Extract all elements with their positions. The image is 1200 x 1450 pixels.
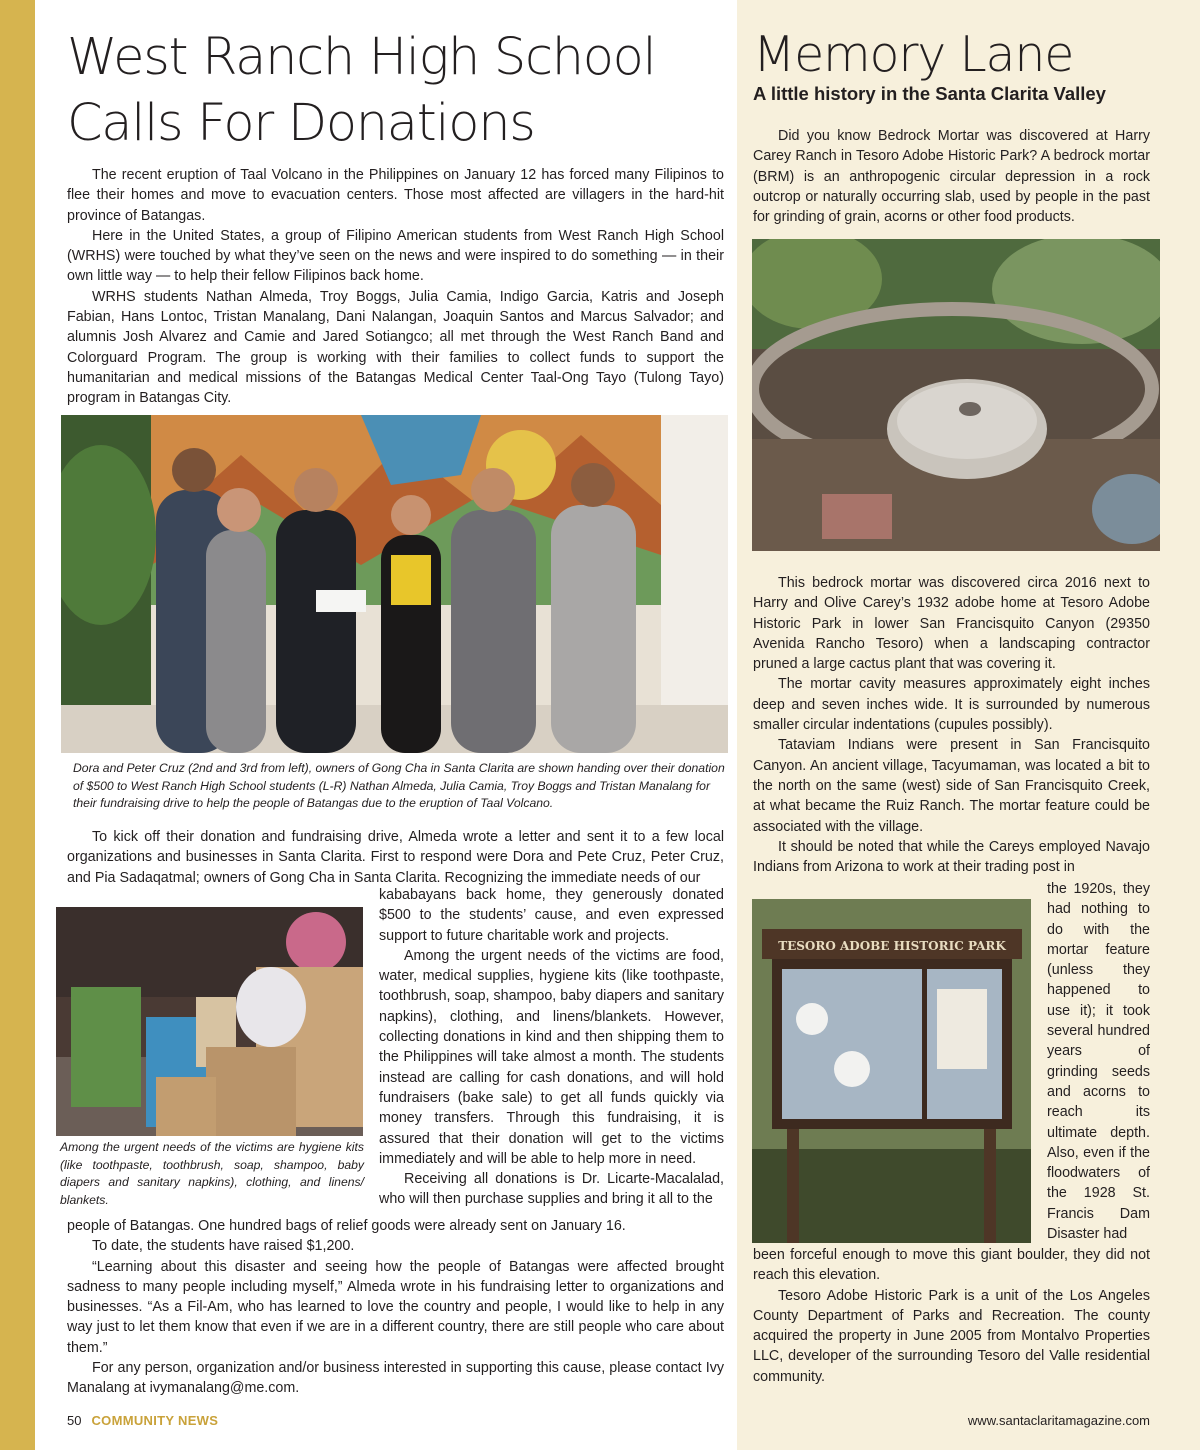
- bedrock-mortar-photo: [752, 239, 1160, 551]
- paragraph: It should be noted that while the Careys employed Navajo Indians from Arizona to work at their trading post in: [753, 838, 1150, 876]
- paragraph: Receiving all donations is Dr. Licarte-Macalalad, who will then purchase supplies and bring it all to the: [379, 1171, 724, 1208]
- photo-caption: Dora and Peter Cruz (2nd and 3rd from left), owners of Gong Cha in Santa Clarita are shown handing over their donation of $500 to West Ranch High School students (L-R) Nathan Almeda, Julia Camia, Troy Boggs and Tristan Manalang for their fundraising drive to help the people of Batangas due to the eruption of Taal Volcano.: [73, 761, 725, 811]
- donations-photo: [56, 907, 363, 1136]
- paragraph: been forceful enough to move this giant boulder, they did not reach this elevation.: [753, 1247, 1150, 1284]
- paragraph: Here in the United States, a group of Filipino American students from West Ranch High School (WRHS) were touched by what they’ve seen on the news and were inspired to do something — in their own little way — to help their fellow Filipinos back home.: [67, 227, 724, 285]
- intro-text: [67, 165, 724, 409]
- after-photo-text: [67, 827, 724, 888]
- paragraph: Tesoro Adobe Historic Park is a unit of the Los Angeles County Department of Parks and Recreation. The county acquired the property in June 2005 from Montalvo Properties LLC, developer of the surrounding Tesoro del Valle residential community.: [753, 1287, 1150, 1385]
- title-line-2: Calls For Donations: [67, 94, 535, 153]
- website-link[interactable]: www.santaclaritamagazine.com: [967, 1413, 1150, 1428]
- page-number: 50: [67, 1413, 82, 1428]
- paragraph: To kick off their donation and fundraising drive, Almeda wrote a letter and sent it to a few local organizations and businesses in Santa Clarita. First to respond were Dora and Pete Cruz, Peter Cruz, and Pia Sadaqatmal; owners of Gong Cha in Santa Clarita. Recognizing the immediate needs of our: [67, 829, 724, 886]
- paragraph: The mortar cavity measures approximately eight inches deep and seven inches wide. It is surrounded by numerous smaller circular indentations (cupules possibly).: [753, 676, 1150, 734]
- wrap-column-text: [379, 885, 724, 1210]
- paragraph: kababayans back home, they generously donated $500 to the students’ cause, and even expressed support to future charitable work and projects.: [379, 887, 724, 944]
- closing-text: [67, 1216, 724, 1399]
- memory-lane-title: Memory Lane: [753, 26, 1074, 83]
- paragraph: Among the urgent needs of the victims are food, water, medical supplies, hygiene kits (like toothpaste, toothbrush, soap, shampoo, baby diapers and sanitary napkins), clothing, and linens/blankets. However, collecting donations in kind and then shipping them to the Philippines will take almost a month. The students instead are calling for cash donations, and will hold fundraisers (bake sale) to get all funds quickly via money transfers. Through this fundraising, it is assured that their donation will get to the victims immediately and will be able to help more in need.: [379, 947, 724, 1167]
- memory-lane-intro: [753, 126, 1150, 227]
- park-sign-photo: [752, 899, 1031, 1243]
- paragraph: Did you know Bedrock Mortar was discovered at Harry Carey Ranch in Tesoro Adobe Historic Park? A bedrock mortar (BRM) is an anthropogenic circular depression in a rock outcrop or naturally occurring slab, used by people in the past for grinding of grain, acorns or other food products.: [753, 128, 1150, 226]
- paragraph: The recent eruption of Taal Volcano in the Philippines on January 12 has forced many Filipinos to flee their homes and move to evacuation centers. Those most affected are villagers in the hard-hit province of Batangas.: [67, 167, 724, 224]
- park-sign-text: TESORO ADOBE HISTORIC PARK: [778, 939, 1006, 953]
- donations-caption: Among the urgent needs of the victims are hygiene kits (like toothpaste, toothbrush, soap, shampoo, baby diapers and sanitary napkins), clothing, and linens/ blankets.: [60, 1140, 364, 1208]
- memory-lane-wrap-text: the 1920s, they had nothing to do with the mortar feature (unless they happened to use it); it took several hundred years of grinding seeds and acorns to reach its ultimate depth. Also, even if the floodwaters of the 1928 St. Francis Dam Disaster had: [1047, 881, 1150, 1243]
- memory-lane-body: [753, 573, 1150, 877]
- gold-margin-bar: [0, 0, 35, 1450]
- title-line-1: West Ranch High School: [67, 28, 656, 87]
- paragraph: “Learning about this disaster and seeing how the people of Batangas were affected brought sadness to many people including myself,” Almeda wrote in his fundraising letter to organizations and businesses. “As a Fil-Am, who has learned to love the country and people, I would like to help in any way just to let them know that even if we are in a different country, there are still people who care about them.”: [67, 1258, 724, 1356]
- paragraph: This bedrock mortar was discovered circa 2016 next to Harry and Olive Carey’s 1932 adobe home at Tesoro Adobe Historic Park in lower San Francisquito Canyon (29350 Avenida Rancho Tesoro) when a landscaping contractor pruned a large cactus plant that was covering it.: [753, 575, 1150, 673]
- paragraph: For any person, organization and/or business interested in supporting this cause, please contact Ivy Manalang at ivymanalang@me.com.: [67, 1360, 724, 1397]
- paragraph: WRHS students Nathan Almeda, Troy Boggs, Julia Camia, Indigo Garcia, Katris and Joseph Fabian, Hans Lontoc, Tristan Manalang, Dani Nalangan, Joaquin Santos and Marcus Salvador; and alumnis Josh Alvarez and Camie and Jared Sotiangco; all met through the West Ranch Band and Colorguard Program. The group is working with their families to collect funds to support the humanitarian and medical missions of the Batangas Medical Center Taal-Ong Tayo (Tulong Tayo) program in Batangas City.: [67, 288, 724, 407]
- group-photo: [61, 415, 728, 753]
- memory-lane-closing: [753, 1245, 1150, 1387]
- section-name: COMMUNITY NEWS: [91, 1413, 219, 1428]
- paragraph: people of Batangas. One hundred bags of relief goods were already sent on January 16.: [67, 1218, 626, 1234]
- article-title: [67, 25, 732, 157]
- paragraph: Tataviam Indians were present in San Francisquito Canyon. An ancient village, Tacyumaman, was located a bit to the north on the same (west) side of San Francisquito Creek, at what became the Ruiz Ranch. The mortar feature could be associated with the village.: [753, 737, 1150, 835]
- paragraph: To date, the students have raised $1,200.: [92, 1238, 355, 1255]
- memory-lane-subtitle: A little history in the Santa Clarita Valley: [753, 83, 1106, 104]
- page-footer: [67, 1413, 218, 1428]
